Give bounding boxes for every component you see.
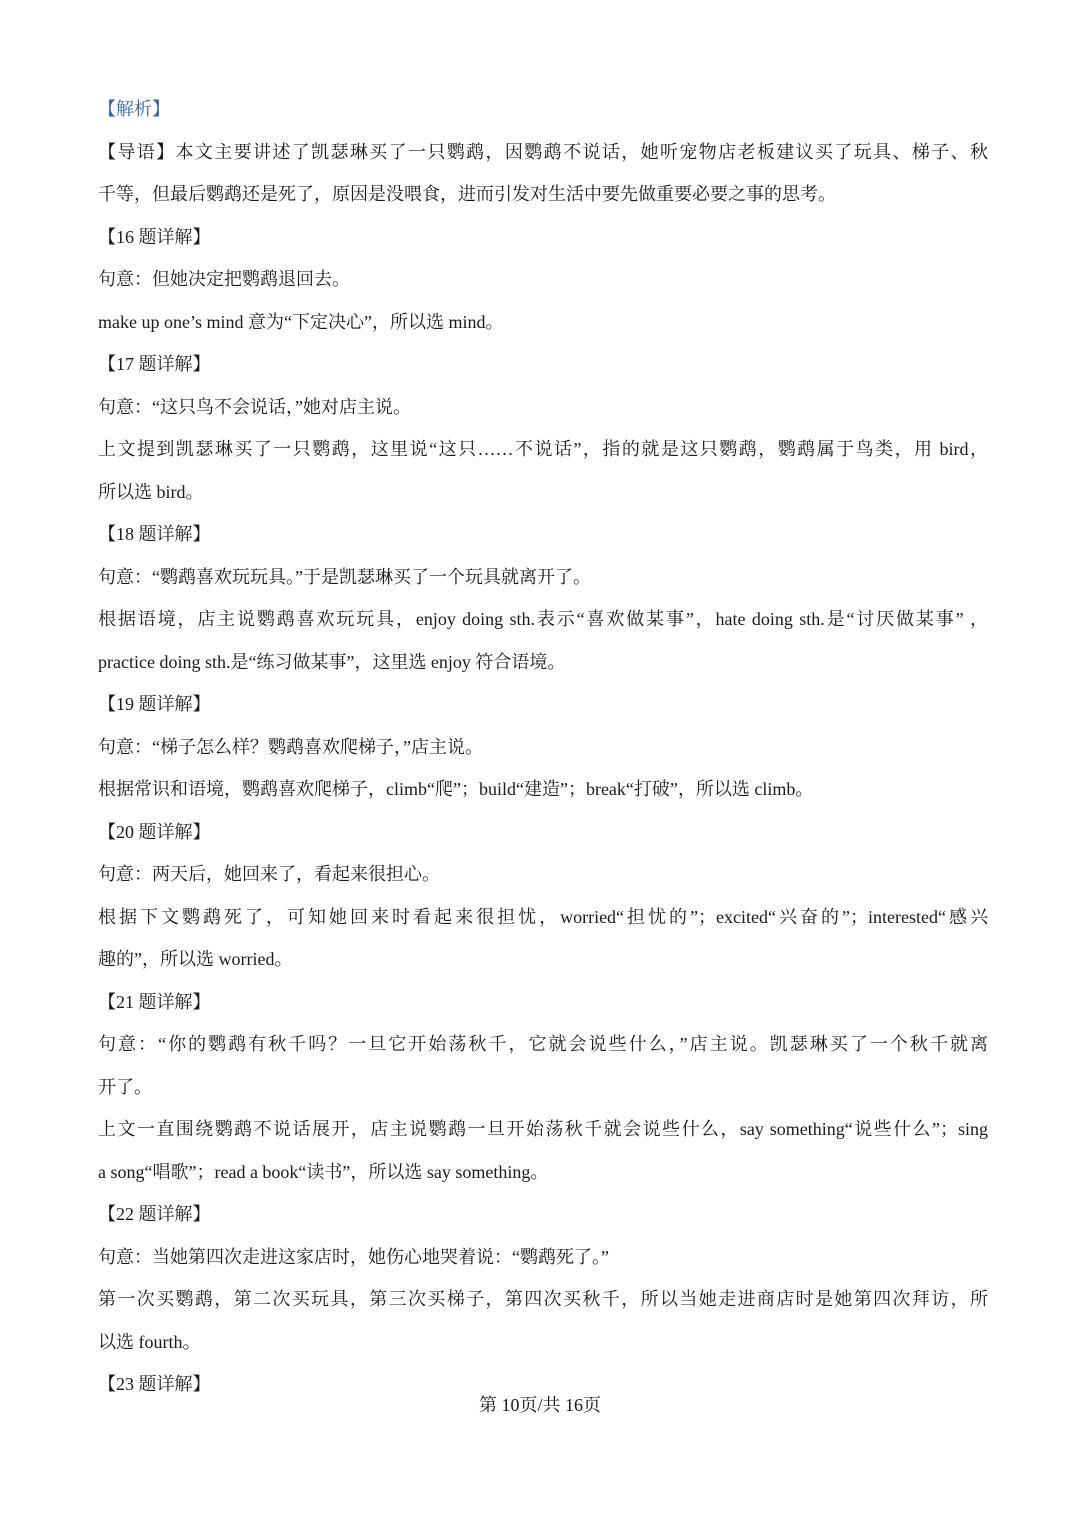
q21-explanation-2: a song“唱歌”；read a book“读书”，所以选 say something。 (98, 1161, 549, 1182)
q19-explanation: 根据常识和语境，鹦鹉喜欢爬梯子，climb“爬”；build“建造”；break“打破”，所以选 climb。 (98, 779, 814, 799)
q19-sentence: 句意：“梯子怎么样？鹦鹉喜欢爬梯子，”店主说。 (98, 736, 483, 757)
intro-line-2: 千等，但最后鹦鹉还是死了，原因是没喂食，进而引发对生活中要先做重要必要之事的思考。 (98, 184, 836, 204)
q16-sentence: 句意：但她决定把鹦鹉退回去。 (98, 269, 350, 289)
q17-title: 【17 题详解】 (98, 354, 211, 374)
q17-explanation-1: 上文提到凯瑟琳买了一只鹦鹉，这里说“这只……不说话”，指的就是这只鹦鹉，鹦鹉属于鸟类，用 bird， (98, 439, 988, 459)
page-content (98, 88, 988, 1406)
q21-sentence-2: 开了。 (98, 1076, 152, 1097)
page-number-footer: 第 10页/共 16页 (478, 1395, 601, 1415)
q17-sentence: 句意：“这只鸟不会说话，”她对店主说。 (98, 396, 411, 417)
q23-title: 【23 题详解】 (98, 1374, 211, 1394)
q20-title: 【20 题详解】 (98, 821, 211, 842)
q22-explanation-2: 以选 fourth。 (98, 1331, 201, 1352)
intro-line-1: 【导语】本文主要讲述了凯瑟琳买了一只鹦鹉，因鹦鹉不说话，她听宠物店老板建议买了玩具、梯子、秋 (98, 141, 988, 162)
q18-title: 【18 题详解】 (98, 524, 211, 544)
q21-sentence-1: 句意：“你的鹦鹉有秋千吗？一旦它开始荡秋千，它就会说些什么，”店主说。凯瑟琳买了一个秋千就离 (98, 1034, 988, 1054)
q20-explanation-2: 趣的”，所以选 worried。 (98, 949, 293, 969)
analysis-heading: 【解析】 (98, 99, 170, 119)
q16-explanation: make up one’s mind 意为“下定决心”，所以选 mind。 (98, 311, 504, 332)
q16-title: 【16 题详解】 (98, 226, 211, 247)
q19-title: 【19 题详解】 (98, 694, 211, 714)
q21-title: 【21 题详解】 (98, 991, 211, 1012)
q18-sentence: 句意：“鹦鹉喜欢玩玩具。”于是凯瑟琳买了一个玩具就离开了。 (98, 566, 591, 587)
q22-sentence: 句意：当她第四次走进这家店时，她伤心地哭着说：“鹦鹉死了。” (98, 1246, 609, 1267)
q22-explanation-1: 第一次买鹦鹉，第二次买玩具，第三次买梯子，第四次买秋千，所以当她走进商店时是她第四次拜访，所 (98, 1289, 988, 1309)
q17-explanation-2: 所以选 bird。 (98, 481, 204, 502)
q22-title: 【22 题详解】 (98, 1204, 211, 1224)
q18-explanation-1: 根据语境，店主说鹦鹉喜欢玩玩具，enjoy doing sth.表示“喜欢做某事”，hate doing sth.是“讨厌做某事” ， (98, 609, 988, 629)
q20-sentence: 句意：两天后，她回来了，看起来很担心。 (98, 864, 440, 884)
q18-explanation-2: practice doing sth.是“练习做某事”，这里选 enjoy 符合语境。 (98, 651, 566, 672)
q21-explanation-1: 上文一直围绕鹦鹉不说话展开，店主说鹦鹉一旦开始荡秋千就会说些什么，say something“说些什么”；sing (98, 1119, 988, 1139)
q20-explanation-1: 根据下文鹦鹉死了，可知她回来时看起来很担忧，worried“担忧的”；excited“兴奋的”；interested“感兴 (98, 906, 988, 927)
